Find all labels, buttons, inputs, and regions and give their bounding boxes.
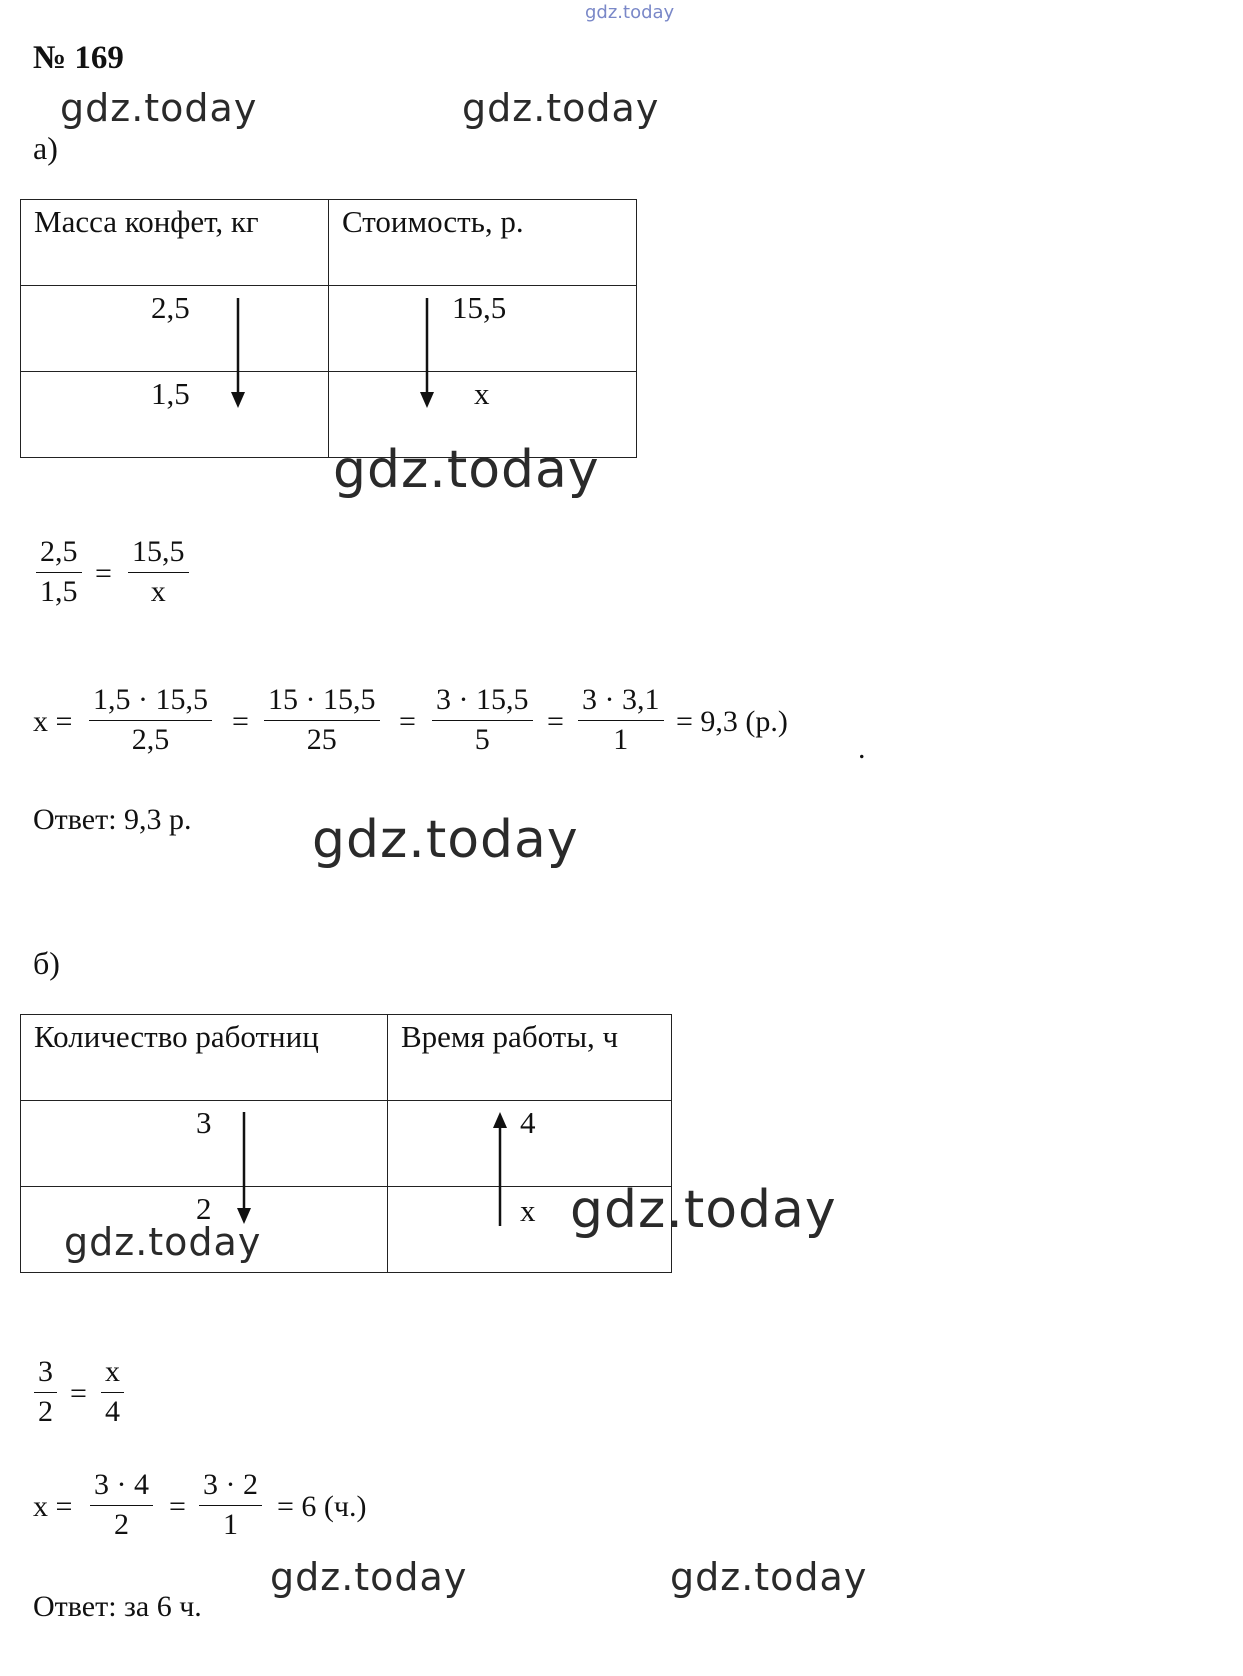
table-cell [21, 372, 329, 458]
table-header-cell [21, 1015, 388, 1101]
part-a-label: а) [33, 130, 58, 166]
denominator: 1 [223, 1507, 238, 1541]
denominator: 1,5 [40, 574, 78, 608]
problem-title: № 169 [33, 40, 124, 76]
part-b-answer: Ответ: за 6 ч. [33, 1590, 202, 1623]
numerator: 3 · 3,1 [578, 683, 664, 721]
watermark: gdz.today [60, 86, 258, 130]
fraction [199, 1468, 262, 1542]
numerator: 15 · 15,5 [264, 683, 380, 721]
numerator: 3 · 15,5 [432, 683, 533, 721]
fraction [90, 1468, 153, 1542]
header-workers: Количество работниц [34, 1019, 319, 1054]
solution-result: = 9,3 (р.) [676, 705, 788, 738]
denominator: 2,5 [131, 722, 170, 756]
equals-sign: = [399, 705, 416, 738]
table-header-cell [329, 200, 637, 286]
denominator: x [150, 574, 166, 608]
equals-sign: = [232, 705, 249, 738]
fraction [101, 1355, 124, 1429]
cell-value: 15,5 [452, 290, 507, 325]
watermark: gdz.today [270, 1555, 468, 1599]
cell-value: 4 [520, 1105, 536, 1140]
fraction [264, 683, 380, 757]
table-cell [329, 286, 637, 372]
denominator: 5 [474, 722, 490, 756]
numerator: 3 [34, 1355, 57, 1393]
numerator: x [101, 1355, 124, 1393]
table-cell [21, 1101, 388, 1187]
fraction [34, 1355, 57, 1429]
fraction [578, 683, 664, 757]
stray-dot: . [858, 732, 866, 765]
cell-value: x [520, 1193, 536, 1228]
watermark: gdz.today [462, 86, 660, 130]
arrow-down-icon [234, 1112, 254, 1227]
fraction [89, 683, 212, 757]
header-cost: Стоимость, р. [342, 204, 524, 239]
cell-value: 3 [196, 1105, 212, 1140]
table-cell [21, 286, 329, 372]
table-cell [388, 1101, 672, 1187]
cell-value: 2,5 [151, 290, 190, 325]
fraction [432, 683, 533, 757]
part-a-table [20, 199, 637, 458]
solution-result: = 6 (ч.) [277, 1490, 367, 1523]
equals-sign: = [169, 1490, 186, 1523]
denominator: 2 [38, 1394, 53, 1428]
fraction [36, 535, 82, 609]
denominator: 4 [105, 1394, 120, 1428]
fraction [128, 535, 189, 609]
watermark: gdz.today [312, 810, 579, 870]
equals-sign: = [547, 705, 564, 738]
arrow-down-icon [228, 298, 248, 410]
watermark: gdz.today [64, 1220, 262, 1264]
watermark: gdz.today [570, 1180, 837, 1240]
cell-value: 1,5 [151, 376, 190, 411]
table-header-cell [388, 1015, 672, 1101]
denominator: 25 [306, 722, 337, 756]
watermark-top: gdz.today [585, 2, 675, 23]
part-a-answer: Ответ: 9,3 р. [33, 803, 192, 836]
denominator: 1 [613, 722, 629, 756]
watermark: gdz.today [670, 1555, 868, 1599]
arrow-up-icon [490, 1110, 510, 1228]
header-time: Время работы, ч [401, 1019, 619, 1054]
denominator: 2 [114, 1507, 129, 1541]
solution-var: x = [33, 705, 73, 738]
solution-var: x = [33, 1490, 73, 1523]
cell-value: x [474, 376, 490, 411]
numerator: 1,5 · 15,5 [89, 683, 212, 721]
numerator: 3 · 4 [90, 1468, 153, 1506]
numerator: 15,5 [128, 535, 189, 573]
watermark: gdz.today [333, 440, 600, 500]
header-mass: Масса конфет, кг [34, 204, 259, 239]
table-header-cell [21, 200, 329, 286]
cell-value: 2 [196, 1191, 212, 1226]
part-b-label: б) [33, 945, 60, 981]
equals-sign: = [95, 557, 112, 590]
numerator: 3 · 2 [199, 1468, 262, 1506]
equals-sign: = [70, 1377, 87, 1410]
arrow-down-icon [417, 298, 437, 410]
numerator: 2,5 [36, 535, 82, 573]
